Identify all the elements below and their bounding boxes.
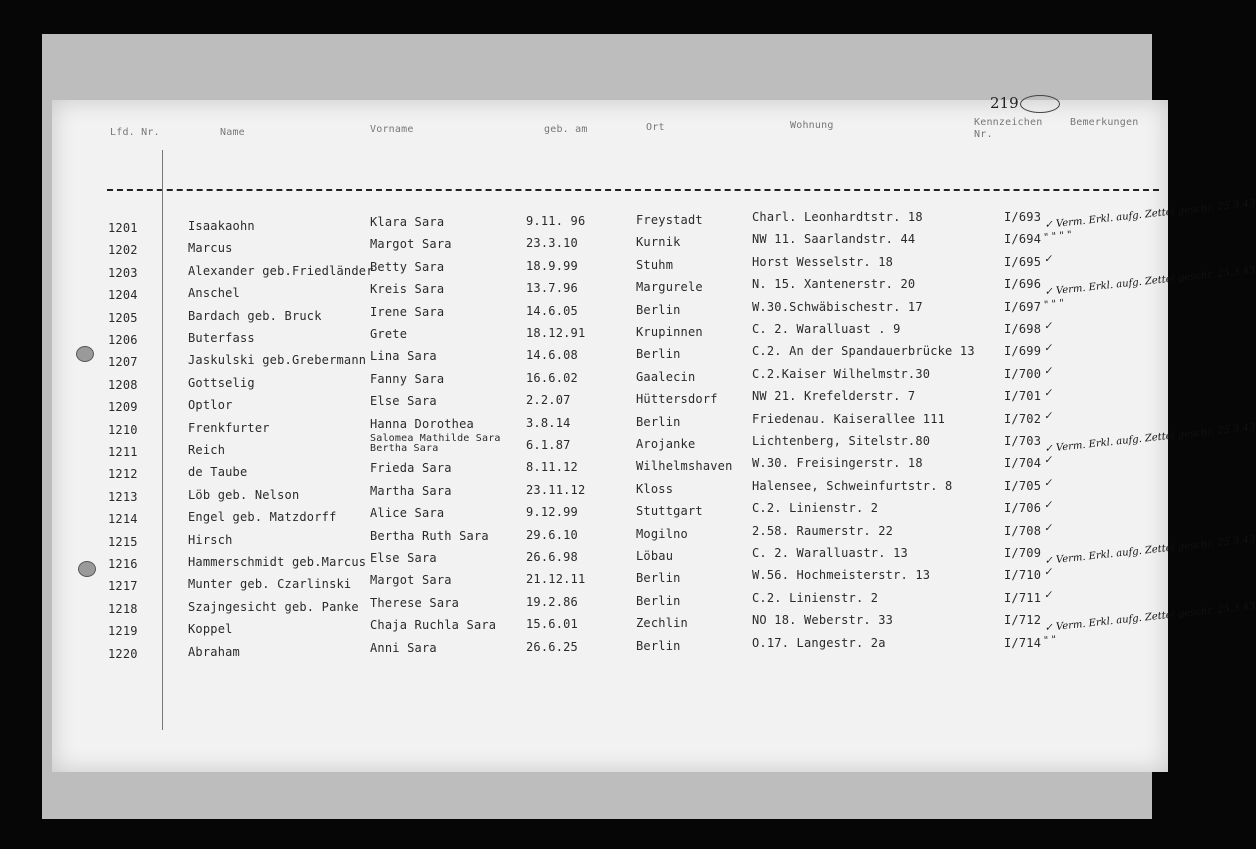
row-given-name: Chaja Ruchla Sara: [370, 618, 497, 633]
row-identifier: I/703: [1004, 434, 1042, 448]
row-given-name: Anni Sara: [370, 640, 437, 655]
row-number: 1220: [108, 646, 138, 661]
row-remark: ✓: [1043, 342, 1053, 355]
row-number: 1208: [108, 377, 138, 392]
row-birth-place: Berlin: [636, 638, 681, 653]
row-surname: Abraham: [188, 644, 240, 659]
row-given-name: Hanna Dorothea: [370, 416, 474, 431]
row-address: C.2.Kaiser Wilhelmstr.30: [752, 366, 931, 381]
row-address: Halensee, Schweinfurtstr. 8: [752, 478, 953, 493]
row-remark: " ": [1043, 633, 1057, 647]
row-address: N. 15. Xantenerstr. 20: [752, 277, 916, 292]
row-number: 1207: [108, 355, 138, 370]
row-birth-place: Zechlin: [636, 616, 688, 631]
row-given-name: Therese Sara: [370, 595, 460, 610]
row-remark: " " " ": [1043, 229, 1073, 244]
row-surname: Hirsch: [188, 532, 233, 547]
row-given-name: Salomea Mathilde Sara Bertha Sara: [370, 433, 501, 454]
row-surname: Koppel: [188, 622, 233, 637]
row-remark: ✓ Verm. Erkl. aufg. Zettel geschr. 25.3.43: [1044, 197, 1256, 232]
row-number: 1209: [108, 400, 138, 415]
row-given-name: Betty Sara: [370, 259, 445, 274]
row-birth-date: 14.6.08: [526, 348, 578, 363]
row-surname: Optlor: [188, 398, 233, 413]
row-identifier: I/706: [1004, 501, 1042, 516]
header-divider: [107, 189, 1159, 191]
row-birth-place: Berlin: [636, 302, 681, 317]
row-identifier: I/714: [1004, 635, 1042, 650]
row-surname: de Taube: [188, 465, 248, 480]
row-address: NO 18. Weberstr. 33: [752, 613, 894, 628]
row-birth-date: 3.8.14: [526, 415, 571, 430]
row-identifier: I/700: [1004, 366, 1042, 381]
row-birth-date: 15.6.01: [526, 617, 578, 632]
row-surname: Jaskulski geb.Grebermann: [188, 353, 367, 368]
row-surname: Bardach geb. Bruck: [188, 308, 322, 323]
row-birth-place: Margurele: [636, 280, 703, 295]
row-birth-date: 6.1.87: [526, 438, 571, 452]
row-identifier: I/697: [1004, 299, 1042, 314]
row-number: 1206: [108, 333, 138, 347]
row-surname: Gottselig: [188, 375, 255, 390]
row-remark: ✓: [1043, 499, 1053, 512]
row-birth-date: 13.7.96: [526, 281, 578, 296]
row-address: Horst Wesselstr. 18: [752, 254, 894, 269]
row-identifier: I/695: [1004, 254, 1042, 269]
row-birth-date: 26.6.98: [526, 550, 578, 564]
row-number: 1218: [108, 601, 138, 616]
row-birth-place: Mogilno: [636, 526, 688, 541]
row-birth-place: Freystadt: [636, 213, 703, 227]
row-given-name: Fanny Sara: [370, 371, 445, 386]
row-remark: ✓: [1043, 522, 1053, 535]
punch-hole: [76, 346, 94, 362]
row-given-name: Frieda Sara: [370, 461, 452, 476]
row-number: 1213: [108, 489, 138, 504]
row-address: C.2. Linienstr. 2: [752, 501, 879, 516]
row-address: W.30.Schwäbischestr. 17: [752, 299, 923, 314]
row-birth-place: Kloss: [636, 481, 674, 496]
row-remark: ✓: [1043, 454, 1053, 467]
row-number: 1203: [108, 265, 138, 280]
row-surname: Isaakaohn: [188, 219, 255, 233]
row-birth-date: 23.3.10: [526, 236, 578, 251]
row-identifier: I/710: [1004, 568, 1042, 583]
punch-hole: [78, 561, 96, 577]
row-identifier: I/698: [1004, 322, 1042, 336]
row-number: 1205: [108, 310, 138, 325]
row-given-name: Klara Sara: [370, 215, 445, 229]
row-birth-date: 16.6.02: [526, 370, 578, 385]
row-surname: Hammerschmidt geb.Marcus: [188, 555, 367, 569]
row-address: C.2. Linienstr. 2: [752, 590, 879, 605]
row-given-name: Irene Sara: [370, 304, 445, 319]
row-surname: Frenkfurter: [188, 420, 270, 435]
row-surname: Reich: [188, 443, 226, 457]
row-given-name: Lina Sara: [370, 349, 437, 364]
row-number: 1214: [108, 512, 138, 527]
row-birth-place: Berlin: [636, 414, 681, 429]
header-kennzeichen: Kennzeichen Nr.: [974, 117, 1043, 140]
row-surname: Munter geb. Czarlinski: [188, 577, 352, 592]
row-address: C.2. An der Spandauerbrücke 13: [752, 344, 975, 359]
row-number: 1217: [108, 579, 138, 594]
row-birth-date: 8.11.12: [526, 460, 578, 475]
header-lfd-nr: Lfd. Nr.: [110, 127, 160, 138]
row-address: C. 2. Waralluastr. 13: [752, 546, 908, 560]
row-remark: ✓: [1043, 365, 1053, 378]
row-birth-date: 9.12.99: [526, 505, 578, 520]
row-identifier: I/696: [1004, 277, 1042, 292]
row-birth-place: Arojanke: [636, 437, 696, 451]
row-given-name: Kreis Sara: [370, 282, 445, 297]
row-number: 1212: [108, 467, 138, 482]
row-birth-date: 18.9.99: [526, 258, 578, 273]
row-birth-place: Berlin: [636, 571, 681, 586]
row-given-name: Alice Sara: [370, 506, 445, 521]
row-address: Friedenau. Kaiserallee 111: [752, 411, 946, 426]
row-identifier: I/704: [1004, 456, 1042, 471]
row-number: 1219: [108, 624, 138, 639]
row-remark: ✓ Verm. Erkl. aufg. Zettel geschr. 25.3.43: [1044, 533, 1256, 568]
row-birth-place: Gaalecin: [636, 369, 696, 384]
row-birth-place: Berlin: [636, 593, 681, 608]
row-given-name: Bertha Ruth Sara: [370, 528, 489, 543]
row-address: O.17. Langestr. 2a: [752, 635, 886, 650]
row-number: 1202: [108, 243, 138, 258]
document-sheet: [52, 94, 1256, 772]
row-birth-place: Wilhelmshaven: [636, 459, 733, 474]
row-birth-date: 18.12.91: [526, 326, 586, 340]
row-surname: Marcus: [188, 241, 233, 256]
row-birth-date: 2.2.07: [526, 393, 571, 408]
row-identifier: I/708: [1004, 523, 1042, 538]
row-identifier: I/702: [1004, 411, 1042, 426]
row-number: 1211: [108, 445, 138, 459]
row-identifier: I/705: [1004, 478, 1042, 493]
row-surname: Löb geb. Nelson: [188, 487, 300, 502]
row-remark: ✓: [1043, 477, 1053, 490]
row-birth-date: 23.11.12: [526, 482, 586, 497]
row-given-name: Margot Sara: [370, 573, 452, 588]
row-identifier: I/701: [1004, 389, 1042, 404]
row-address: C. 2. Waralluast . 9: [752, 322, 901, 336]
row-surname: Alexander geb.Friedländer: [188, 263, 374, 278]
row-identifier: I/712: [1004, 613, 1042, 628]
row-birth-place: Hüttersdorf: [636, 392, 718, 407]
stamp-mark: [1020, 95, 1060, 113]
page-number: 219: [990, 94, 1019, 112]
row-surname: Szajngesicht geb. Panke: [188, 599, 359, 614]
row-birth-place: Berlin: [636, 347, 681, 362]
header-bemerkungen: Bemerkungen: [1070, 117, 1139, 128]
row-address: W.30. Freisingerstr. 18: [752, 456, 923, 471]
header-ort: Ort: [646, 122, 665, 133]
row-surname: Anschel: [188, 286, 240, 301]
row-given-name: Grete: [370, 327, 408, 341]
row-birth-place: Krupinnen: [636, 325, 703, 339]
header-vorname: Vorname: [370, 124, 414, 135]
row-number: 1215: [108, 534, 138, 549]
row-address: NW 21. Krefelderstr. 7: [752, 389, 916, 404]
row-identifier: I/693: [1004, 210, 1042, 224]
row-remark: ✓: [1043, 589, 1053, 602]
row-remark: " " ": [1043, 297, 1065, 311]
row-identifier: I/699: [1004, 344, 1042, 359]
row-birth-place: Stuhm: [636, 257, 674, 272]
row-number: 1210: [108, 422, 138, 437]
header-wohnung: Wohnung: [790, 120, 834, 131]
row-birth-place: Kurnik: [636, 235, 681, 250]
row-surname: Engel geb. Matzdorff: [188, 510, 337, 525]
row-remark: ✓ Verm. Erkl. aufg. Zettel geschr. 25.3.43: [1044, 421, 1256, 456]
row-remark: ✓: [1043, 253, 1053, 266]
row-remark: ✓: [1043, 320, 1053, 333]
row-address: Lichtenberg, Sitelstr.80: [752, 434, 931, 448]
row-number: 1204: [108, 288, 138, 303]
row-address: Charl. Leonhardtstr. 18: [752, 210, 923, 224]
row-given-name: Margot Sara: [370, 237, 452, 252]
row-given-name: Else Sara: [370, 551, 437, 565]
row-remark: ✓ Verm. Erkl. aufg. Zettel geschr. 25.3.43: [1044, 265, 1256, 299]
row-birth-date: 19.2.86: [526, 594, 578, 609]
row-birth-date: 21.12.11: [526, 572, 586, 587]
row-identifier: I/694: [1004, 232, 1042, 247]
row-birth-place: Löbau: [636, 549, 674, 563]
row-surname: Buterfass: [188, 331, 255, 345]
row-remark: ✓: [1043, 410, 1053, 423]
header-name: Name: [220, 127, 245, 138]
row-given-name: Else Sara: [370, 394, 437, 409]
margin-line: [162, 150, 163, 730]
row-birth-place: Stuttgart: [636, 504, 703, 519]
row-address: 2.58. Raumerstr. 22: [752, 523, 894, 538]
row-address: W.56. Hochmeisterstr. 13: [752, 568, 931, 583]
row-given-name: Martha Sara: [370, 483, 452, 498]
row-number: 1216: [108, 557, 138, 571]
row-remark: ✓: [1043, 387, 1053, 400]
row-remark: ✓ Verm. Erkl. aufg. Zettel geschr. 25.3.43: [1044, 601, 1256, 635]
row-remark: ✓: [1043, 566, 1053, 579]
row-birth-date: 29.6.10: [526, 527, 578, 542]
row-birth-date: 9.11. 96: [526, 214, 586, 228]
row-birth-date: 14.6.05: [526, 303, 578, 318]
row-birth-date: 26.6.25: [526, 639, 578, 654]
row-identifier: I/711: [1004, 590, 1042, 605]
row-address: NW 11. Saarlandstr. 44: [752, 232, 916, 247]
header-geb: geb. am: [544, 124, 588, 135]
row-identifier: I/709: [1004, 546, 1042, 560]
row-number: 1201: [108, 221, 138, 235]
